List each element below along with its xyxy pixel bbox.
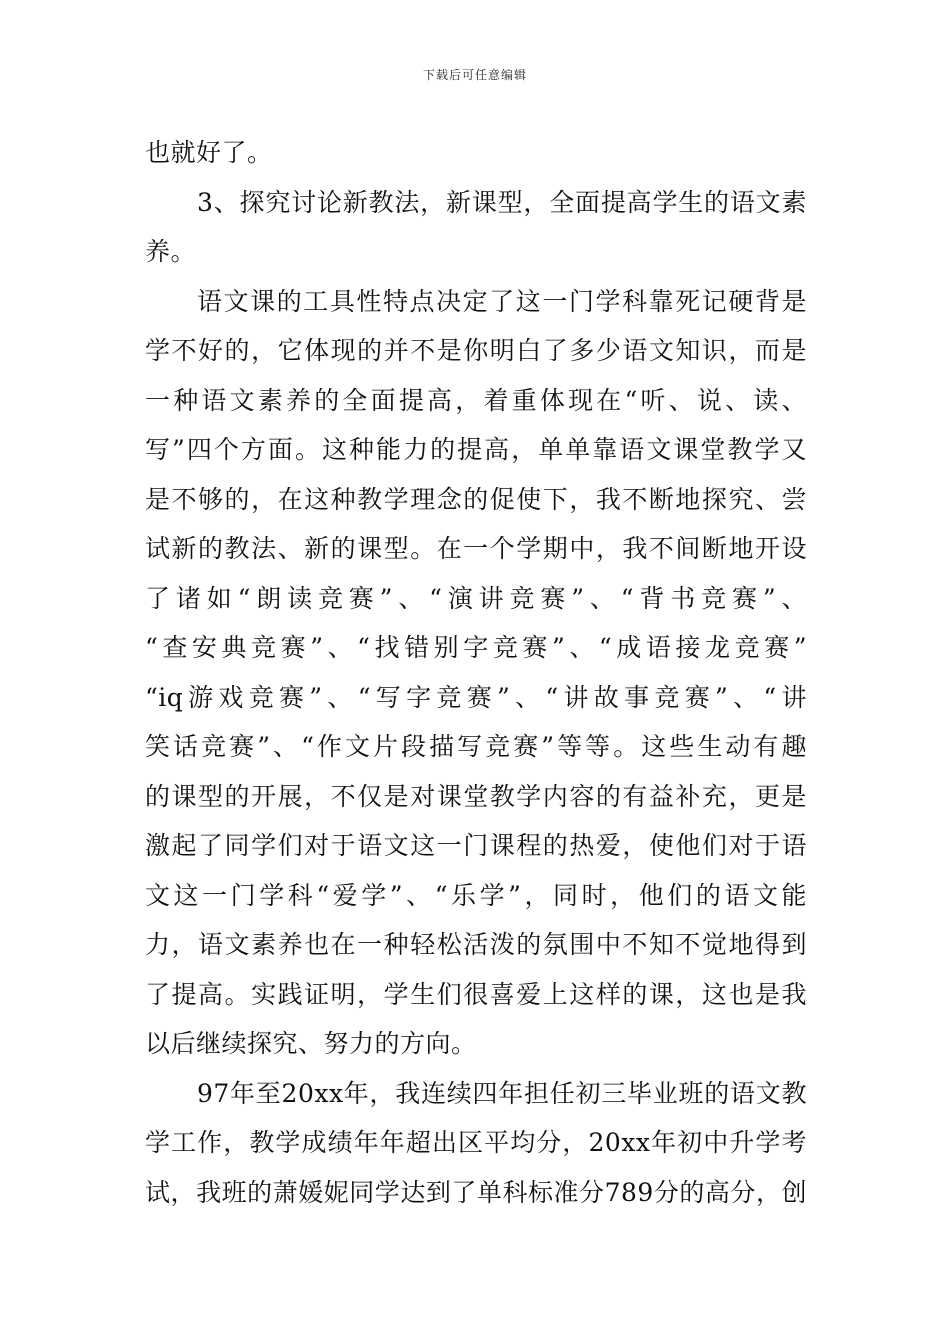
text-line: “iq游戏竞赛”、“写字竞赛”、“讲故事竞赛”、“讲 xyxy=(145,682,807,712)
text-line: 力，语文素养也在一种轻松活泼的氛围中不知不觉地得到 xyxy=(145,930,807,959)
text-line: “查安典竞赛”、“找错别字竞赛”、“成语接龙竞赛” xyxy=(145,633,807,662)
body-text xyxy=(145,128,807,1217)
page-header: 下载后可任意编辑 xyxy=(422,68,527,82)
text-line: 写”四个方面。这种能力的提高，单单靠语文课堂教学又 xyxy=(145,435,807,464)
text-line: 了提高。实践证明，学生们很喜爱上这样的课，这也是我 xyxy=(145,979,807,1009)
text-line: 以后继续探究、努力的方向。 xyxy=(145,1029,477,1058)
text-line: 也就好了。 xyxy=(145,138,273,167)
text-line: 试，我班的萧媛妮同学达到了单科标准分789分的高分，创 xyxy=(145,1177,807,1207)
text-line: 激起了同学们对于语文这一门课程的热爱，使他们对于语 xyxy=(145,831,807,860)
text-line: 一种语文素养的全面提高，着重体现在“听、说、读、 xyxy=(145,385,807,415)
text-line: 3、探究讨论新教法，新课型，全面提高学生的语文素 xyxy=(197,187,807,217)
text-line: 文这一门学科“爱学”、“乐学”，同时，他们的语文能 xyxy=(145,880,807,910)
text-line: 笑话竞赛”、“作文片段描写竞赛”等等。这些生动有趣 xyxy=(145,732,807,761)
text-line: 学不好的，它体现的并不是你明白了多少语文知识，而是 xyxy=(145,336,807,365)
text-line: 语文课的工具性特点决定了这一门学科靠死记硬背是 xyxy=(197,286,807,316)
text-line: 的课型的开展，不仅是对课堂教学内容的有益补充，更是 xyxy=(145,781,807,811)
text-line: 养。 xyxy=(145,237,197,266)
text-line: 试新的教法、新的课型。在一个学期中，我不间断地开设 xyxy=(145,534,807,563)
text-line: 了诸如“朗读竞赛”、“演讲竞赛”、“背书竞赛”、 xyxy=(145,583,807,613)
text-line: 学工作，教学成绩年年超出区平均分，20xx年初中升学考 xyxy=(145,1128,807,1157)
text-line: 是不够的，在这种教学理念的促使下，我不断地探究、尝 xyxy=(145,484,807,514)
text-line: 97年至20xx年，我连续四年担任初三毕业班的语文教 xyxy=(197,1078,807,1108)
